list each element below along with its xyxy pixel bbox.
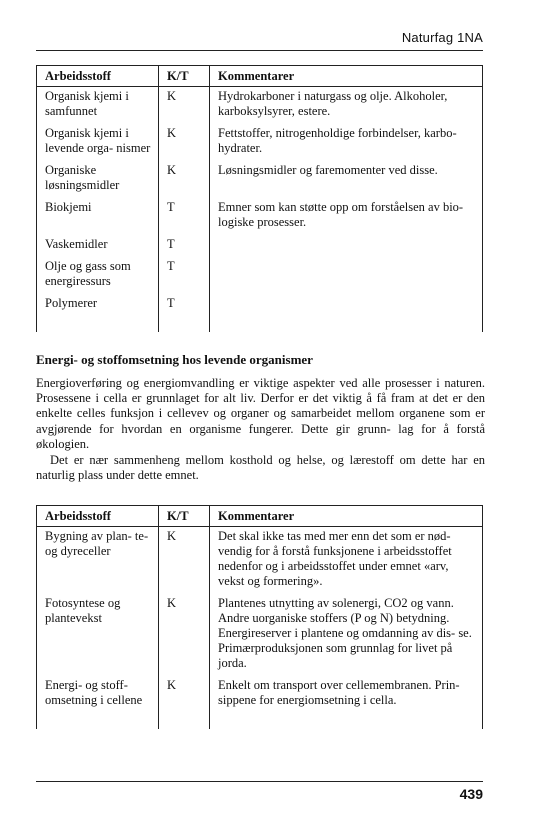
body-paragraph-2: Det er nær sammenheng mellom kosthold og helse, og lærestoff om dette har en naturlig plass under dette emnet. xyxy=(36,453,485,483)
cell-kt: T xyxy=(159,294,210,316)
column-header-kt: K/T xyxy=(159,506,210,527)
column-header-kommentarer: Kommentarer xyxy=(210,66,483,87)
table-row xyxy=(37,527,483,595)
cell-arbeidsstoff: Biokjemi xyxy=(37,198,159,235)
cell-kommentar xyxy=(210,235,483,257)
cell-kommentar: Plantenes utnytting av solenergi, CO2 og vann. Andre uorganiske stoffers (P og N) betydning. Energireserver i plantene og omdanning av dis- se. Primærproduksjonen som grunnlag for livet på jorda. xyxy=(210,594,483,676)
cell-kt: T xyxy=(159,235,210,257)
table-filler-row xyxy=(37,316,483,332)
table-row xyxy=(37,235,483,257)
cell-arbeidsstoff: Fotosyntese og plantevekst xyxy=(37,594,159,676)
cell-kommentar: Enkelt om transport over cellemembranen. Prin- sippene for energiomsetning i cella. xyxy=(210,676,483,713)
table-header-row xyxy=(37,66,483,87)
cell-arbeidsstoff: Organisk kjemi i levende orga- nismer xyxy=(37,124,159,161)
page-number: 439 xyxy=(459,786,483,802)
cell-arbeidsstoff: Polymerer xyxy=(37,294,159,316)
table-row xyxy=(37,676,483,713)
cell-kommentar: Løsningsmidler og faremomenter ved disse. xyxy=(210,161,483,198)
cell-arbeidsstoff: Vaskemidler xyxy=(37,235,159,257)
running-head: Naturfag 1NA xyxy=(401,30,483,45)
table-row xyxy=(37,161,483,198)
table-row xyxy=(37,124,483,161)
body-paragraph-1: Energioverføring og energiomvandling er viktige aspekter ved alle prosesser i naturen. Prosessene i cella er grunnlaget for alt liv. Derfor er det viktig å få fram at det er den enkelte celles funksjon i cellevev og organer og samarbeidet mellom organene som er avgjørende for hvordan en organisme fungerer. Dette gir grunn- lag for å forstå økologien. xyxy=(36,376,485,451)
cell-kommentar: Fettstoffer, nitrogenholdige forbindelser, karbo- hydrater. xyxy=(210,124,483,161)
cell-kt: K xyxy=(159,161,210,198)
cell-kt: K xyxy=(159,594,210,676)
column-header-arbeidsstoff: Arbeidsstoff xyxy=(37,506,159,527)
cell-arbeidsstoff: Olje og gass som energiressurs xyxy=(37,257,159,294)
column-header-kommentarer: Kommentarer xyxy=(210,506,483,527)
table-row xyxy=(37,198,483,235)
table-header-row xyxy=(37,506,483,527)
cell-arbeidsstoff: Organiske løsningsmidler xyxy=(37,161,159,198)
header-rule xyxy=(36,50,483,51)
cell-kt: K xyxy=(159,676,210,713)
cell-kt: K xyxy=(159,527,210,595)
table-filler-row xyxy=(37,713,483,729)
cell-kommentar: Hydrokarboner i naturgass og olje. Alkoholer, karboksylsyrer, estere. xyxy=(210,87,483,125)
table-curriculum-organic-chemistry xyxy=(36,65,483,332)
cell-kt: K xyxy=(159,124,210,161)
table-row xyxy=(37,87,483,125)
cell-kt: T xyxy=(159,257,210,294)
footer-rule xyxy=(36,781,483,782)
section-title: Energi- og stoffomsetning hos levende organismer xyxy=(36,352,313,367)
table-row xyxy=(37,257,483,294)
cell-arbeidsstoff: Organisk kjemi i samfunnet xyxy=(37,87,159,125)
cell-arbeidsstoff: Bygning av plan- te- og dyreceller xyxy=(37,527,159,595)
cell-kommentar xyxy=(210,257,483,294)
cell-kt: T xyxy=(159,198,210,235)
table-row xyxy=(37,594,483,676)
cell-kommentar: Emner som kan støtte opp om forståelsen av bio- logiske prosesser. xyxy=(210,198,483,235)
cell-kommentar xyxy=(210,294,483,316)
cell-kommentar: Det skal ikke tas med mer enn det som er nød- vendig for å forstå funksjonene i arbeidsstoffet nedenfor og i arbeidsstoffet under emnet «arv, vekst og formering». xyxy=(210,527,483,595)
column-header-kt: K/T xyxy=(159,66,210,87)
cell-kt: K xyxy=(159,87,210,125)
table-curriculum-energy xyxy=(36,505,483,729)
table-row xyxy=(37,294,483,316)
cell-arbeidsstoff: Energi- og stoff- omsetning i cellene xyxy=(37,676,159,713)
column-header-arbeidsstoff: Arbeidsstoff xyxy=(37,66,159,87)
